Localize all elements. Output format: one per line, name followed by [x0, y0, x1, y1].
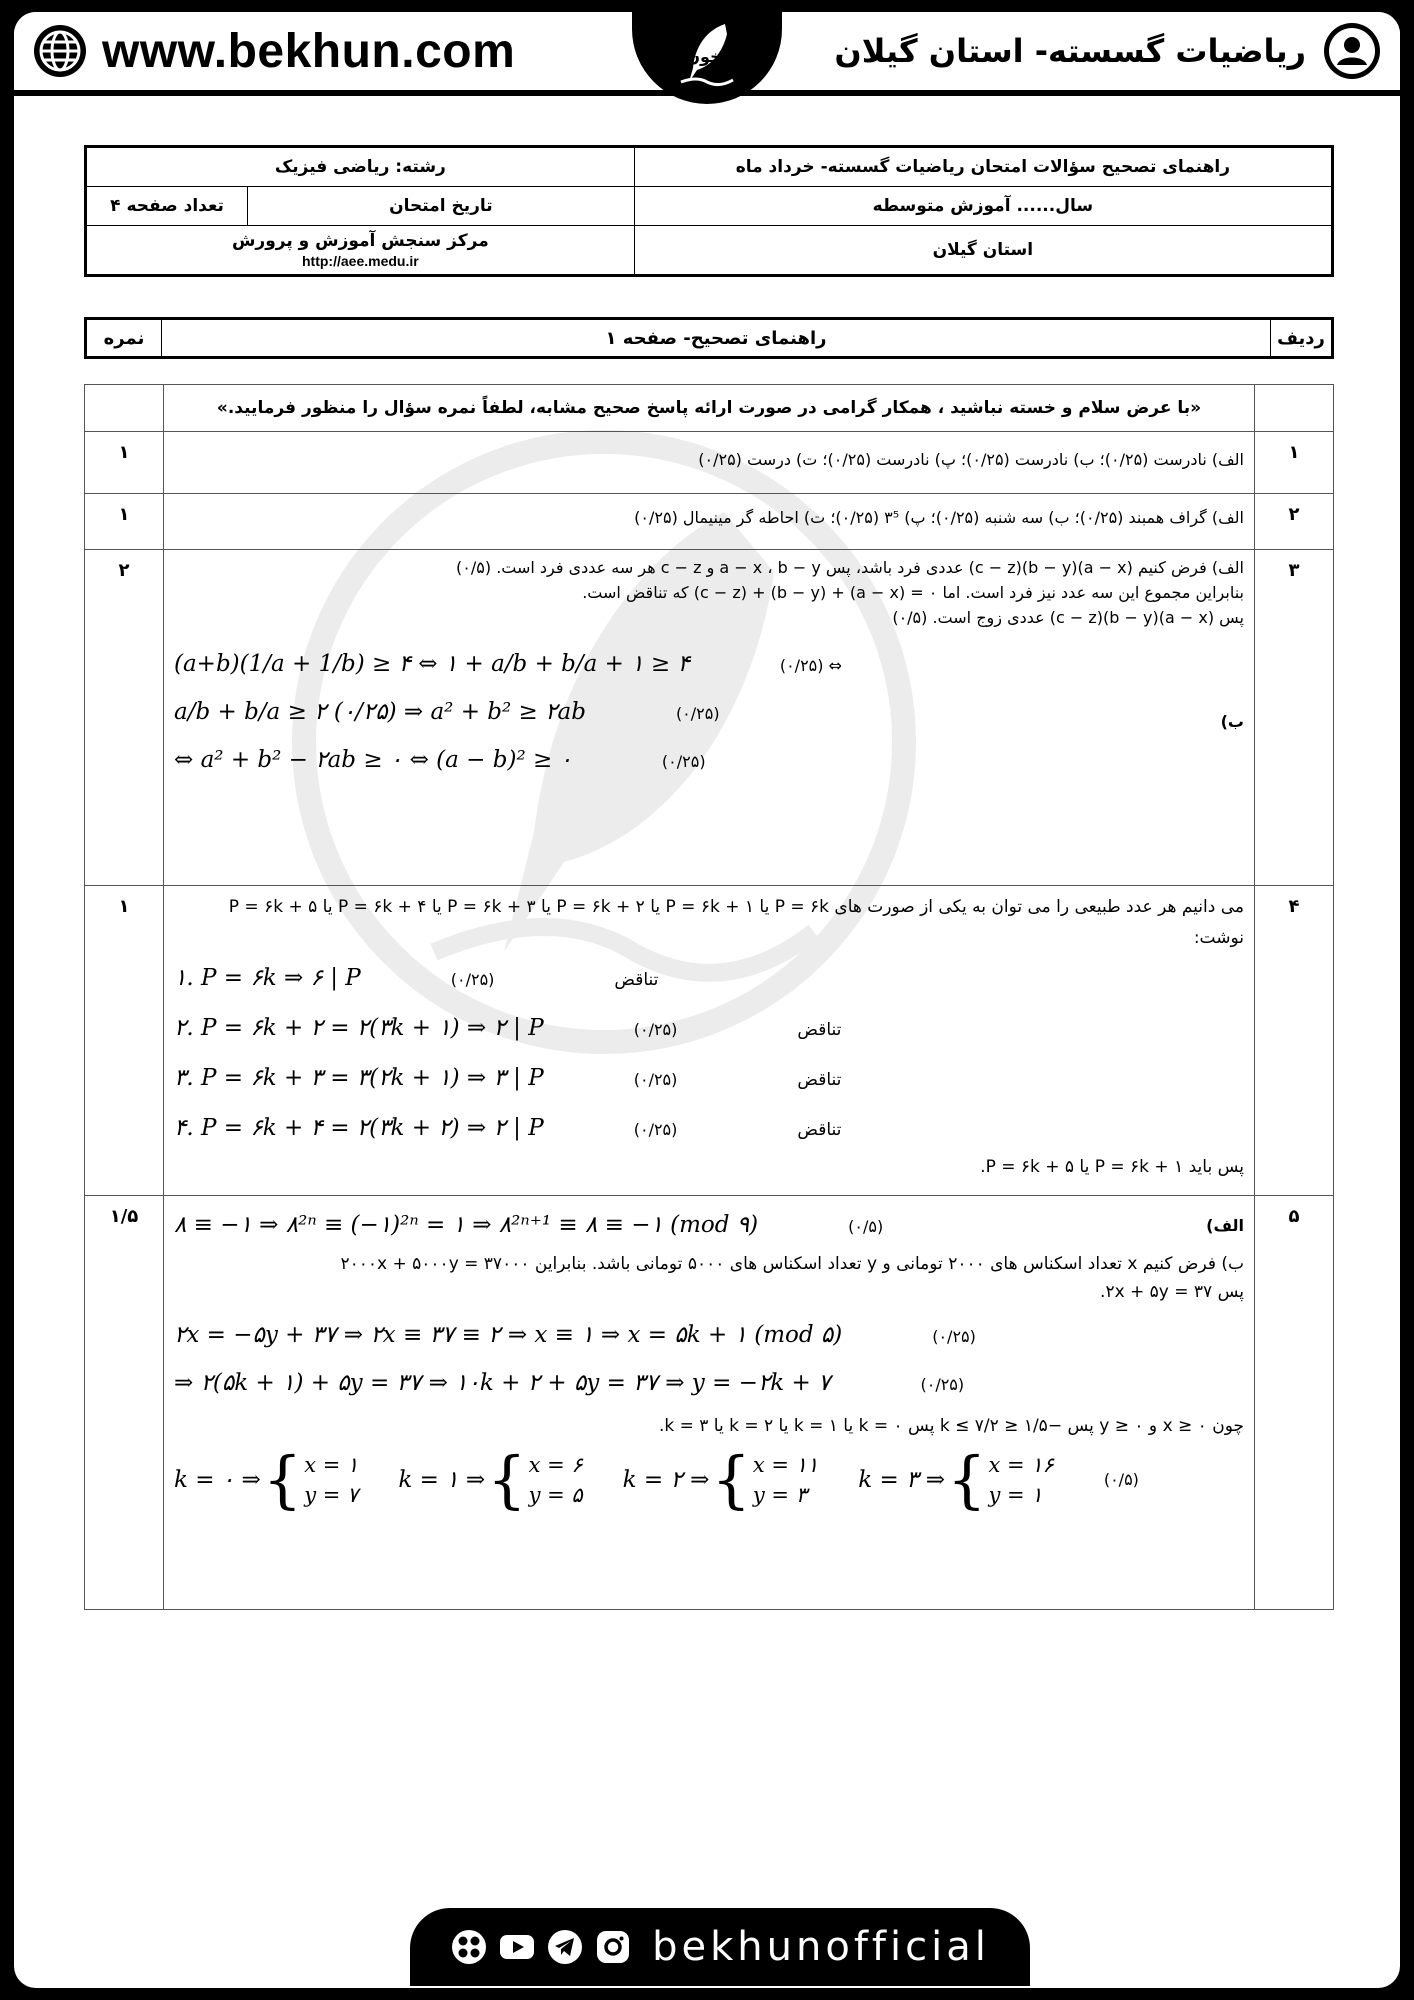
- y-value: y = ۵: [528, 1482, 583, 1507]
- math-line: ۳. P = ۶k + ۳ = ۳(۲k + ۱) ⇒ ۳ | P: [174, 1064, 544, 1091]
- k-value: k = ۱ ⇒: [398, 1466, 486, 1493]
- answer-line: چون x ≥ ۰ و y ≥ ۰ پس −۱/۵ ≤ k ≤ ۷/۲ پس k = ۰ یا k = ۱ یا k = ۲ یا k = ۳.: [658, 1415, 1244, 1436]
- contradiction-label: تناقض: [614, 969, 659, 990]
- center-url[interactable]: http://aee.medu.ir: [302, 253, 419, 269]
- score-tag: (۰/۵): [1103, 1469, 1139, 1489]
- answer-line: پس باید P = ۶k + ۱ یا P = ۶k + ۵.: [980, 1156, 1244, 1177]
- year-label: سال...... آموزش متوسطه: [634, 187, 1332, 226]
- greeting-text: «با عرض سلام و خسته نباشید ، همکار گرامی در صورت ارائه پاسخ صحیح مشابه، لطفاً نمره سؤال را منظور فرمایید.»: [164, 385, 1255, 432]
- instagram-icon[interactable]: [594, 1928, 632, 1966]
- math-line: ⇒ ۲(۵k + ۱) + ۵y = ۳۷ ⇒ ۱۰k + ۲ + ۵y = ۳۷ ⇒ y = −۲k + ۷: [174, 1369, 831, 1396]
- math-line: ۱. P = ۶k ⇒ ۶ | P: [174, 964, 361, 991]
- brand-logo: [632, 12, 782, 104]
- x-value: x = ۱۱: [752, 1452, 819, 1477]
- answer-key-table: [84, 384, 1334, 1610]
- x-value: x = ۱: [304, 1452, 359, 1477]
- question-number: ۱: [1255, 432, 1334, 494]
- exam-info-table: [84, 145, 1334, 277]
- answer-text: الف) نادرست (۰/۲۵)؛ ب) نادرست (۰/۲۵)؛ پ) نادرست (۰/۲۵)؛ ت) درست (۰/۲۵): [164, 432, 1255, 494]
- answer-line: می دانیم هر عدد طبیعی را می توان به یکی از صورت های P = ۶k یا P = ۶k + ۱ یا P = ۶k + ۲ یا P = ۶k + ۳ یا P = ۶k + ۴ یا P = ۶k + ۵ نوشت:: [228, 897, 1244, 948]
- score-tag: (۰/۲۵): [633, 1069, 678, 1089]
- exam-title: ریاضیات گسسته- استان گیلان: [834, 32, 1306, 70]
- y-value: y = ۳: [752, 1482, 807, 1507]
- document-page: [14, 12, 1400, 1988]
- guide-header-table: [84, 317, 1334, 359]
- contradiction-label: تناقض: [797, 1119, 842, 1140]
- question-number: ۲: [1255, 494, 1334, 550]
- center-name: مرکز سنجش آموزش و پرورش: [231, 231, 489, 251]
- telegram-icon[interactable]: [546, 1928, 584, 1966]
- question-number: ۳: [1255, 550, 1334, 886]
- part-b-label: ب): [1220, 712, 1244, 732]
- header-title-block: [834, 22, 1382, 80]
- user-profile-icon[interactable]: [1322, 21, 1382, 81]
- site-url: www.bekhun.com: [102, 24, 516, 78]
- exam-date-label: تاریخ امتحان: [248, 187, 635, 226]
- exam-center: [86, 226, 635, 276]
- site-link[interactable]: [32, 22, 515, 80]
- math-line: ۸ ≡ −۱ ⇒ ۸²ⁿ ≡ (−۱)²ⁿ = ۱ ⇒ ۸²ⁿ⁺¹ ≡ ۸ ≡ −۱ (mod ۹): [174, 1212, 759, 1239]
- score-tag: (۰/۲۵) ⇔: [779, 655, 842, 675]
- table-row: [85, 432, 1334, 494]
- score-tag: (۰/۵): [848, 1217, 884, 1237]
- math-line: ۴. P = ۶k + ۴ = ۲(۳k + ۲) ⇒ ۲ | P: [174, 1114, 544, 1141]
- solution-system: k = ۲ ⇒ { x = ۱۱ y = ۳: [622, 1442, 819, 1516]
- answer-line: بنابراین مجموع این سه عدد نیز فرد است. اما ۰ = (a − x) + (b − y) + (c − z) که تناقض است.: [582, 583, 1244, 603]
- question-score: ۱: [85, 494, 164, 550]
- contradiction-label: تناقض: [797, 1069, 842, 1090]
- question-score: ۱: [85, 432, 164, 494]
- contradiction-label: تناقض: [797, 1019, 842, 1040]
- answer-line: ب) فرض کنیم x تعداد اسکناس های ۲۰۰۰ تومانی و y تعداد اسکناس های ۵۰۰۰ تومانی باشد. بنابراین ۲۰۰۰x + ۵۰۰۰y = ۳۷۰۰۰: [340, 1254, 1244, 1275]
- solution-system: k = ۳ ⇒ { x = ۱۶ y = ۱: [858, 1442, 1054, 1516]
- question-score: ۱/۵: [85, 1196, 164, 1610]
- answer-line: پس (a − x)(b − y)(c − z) عددی زوج است. (۰/۵): [892, 607, 1244, 627]
- math-line: ۲. P = ۶k + ۲ = ۲(۳k + ۱) ⇒ ۲ | P: [174, 1014, 544, 1041]
- greeting-row: [85, 385, 1334, 432]
- answer-text: الف) گراف همبند (۰/۲۵)؛ ب) سه شنبه (۰/۲۵)؛ پ) ۳⁵ (۰/۲۵)؛ ت) احاطه گر مینیمال (۰/۲۵): [164, 494, 1255, 550]
- math-line: a/b + b/a ≥ ۲ (۰/۲۵) ⇒ a² + b² ≥ ۲ab: [174, 698, 586, 725]
- x-value: x = ۱۶: [988, 1452, 1054, 1477]
- guide-page-header: راهنمای تصحیح- صفحه ۱: [162, 319, 1271, 358]
- k-value: k = ۲ ⇒: [622, 1466, 710, 1493]
- x-value: x = ۶: [528, 1452, 583, 1477]
- top-banner: [14, 12, 1400, 96]
- field-name: رشته: ریاضی فیزیک: [86, 147, 635, 187]
- answer-cell: [164, 886, 1255, 1196]
- globe-icon: [32, 23, 88, 79]
- question-score: ۱: [85, 886, 164, 1196]
- score-column-header: نمره: [86, 319, 162, 358]
- score-tag: (۰/۲۵): [450, 969, 495, 989]
- part-a-label: الف): [1206, 1215, 1244, 1235]
- social-handle[interactable]: bekhunofficial: [652, 1924, 990, 1970]
- solution-system: k = ۰ ⇒ { x = ۱ y = ۷: [174, 1442, 359, 1516]
- feather-logo-icon: [667, 16, 747, 96]
- score-tag: (۰/۲۵): [675, 703, 720, 723]
- page-count: تعداد صفحه ۴: [86, 187, 248, 226]
- score-tag: (۰/۲۵): [920, 1374, 965, 1394]
- solution-system: k = ۱ ⇒ { x = ۶ y = ۵: [398, 1442, 583, 1516]
- question-number: ۵: [1255, 1196, 1334, 1610]
- row-column-header: ردیف: [1271, 319, 1333, 358]
- score-tag: (۰/۲۵): [932, 1326, 976, 1346]
- y-value: y = ۷: [304, 1482, 359, 1507]
- score-tag: (۰/۲۵): [633, 1119, 678, 1139]
- subject-title: راهنمای تصحیح سؤالات امتحان ریاضیات گسسته- خرداد ماه: [634, 147, 1332, 187]
- math-line: ۲x = −۵y + ۳۷ ⇒ ۲x ≡ ۳۷ ≡ ۲ ⇒ x ≡ ۱ ⇒ x = ۵k + ۱ (mod ۵): [174, 1321, 843, 1348]
- answer-cell: [164, 550, 1255, 886]
- score-tag: (۰/۲۵): [661, 751, 706, 771]
- svg-text:بخون: بخون: [686, 47, 728, 66]
- math-line: (a+b)(1/a + 1/b) ≥ ۴ ⇔ ۱ + a/b + b/a + ۱ ≥ ۴: [174, 650, 690, 677]
- province-name: استان گیلان: [634, 226, 1332, 276]
- table-row: [85, 886, 1334, 1196]
- table-row: [85, 1196, 1334, 1610]
- question-number: ۴: [1255, 886, 1334, 1196]
- y-value: y = ۱: [988, 1482, 1043, 1507]
- answer-line: الف) فرض کنیم (a − x)(b − y)(c − z) عددی فرد باشد، پس a − x ، b − y و c − z هر سه عددی فرد است. (۰/۵): [456, 558, 1244, 578]
- table-row: [85, 494, 1334, 550]
- k-value: k = ۳ ⇒: [858, 1466, 946, 1493]
- aparat-icon[interactable]: [450, 1928, 488, 1966]
- answer-line: پس ۲x + ۵y = ۳۷.: [1100, 1282, 1244, 1303]
- k-value: k = ۰ ⇒: [174, 1466, 261, 1493]
- question-score: ۲: [85, 550, 164, 886]
- table-row: [85, 550, 1334, 886]
- youtube-icon[interactable]: [498, 1928, 536, 1966]
- math-line: ⇔ a² + b² − ۲ab ≥ ۰ ⇔ (a − b)² ≥ ۰: [174, 746, 572, 773]
- answer-cell: [164, 1196, 1255, 1610]
- social-footer: [410, 1908, 1030, 1986]
- score-tag: (۰/۲۵): [633, 1019, 678, 1039]
